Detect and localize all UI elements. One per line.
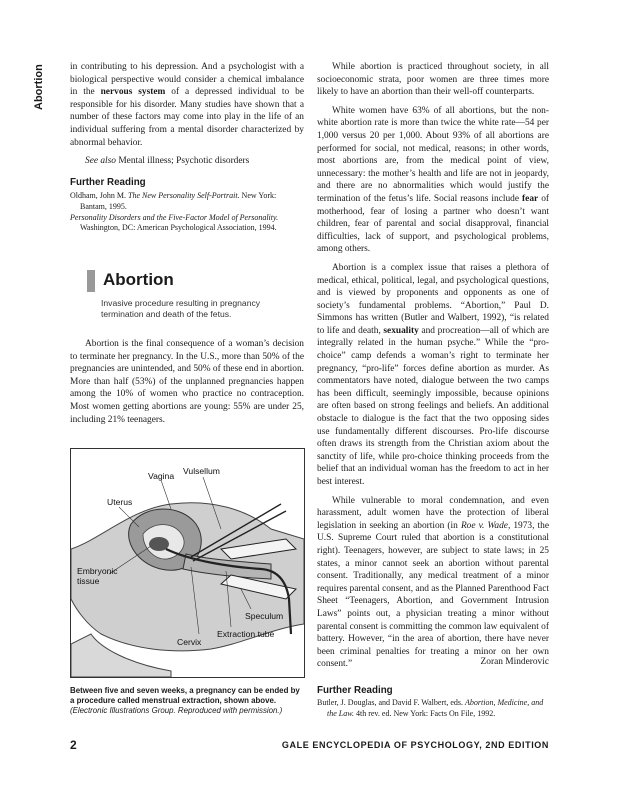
label-vulsellum: Vulsellum <box>183 466 220 476</box>
term-nervous-system[interactable]: nervous system <box>100 87 166 98</box>
page-number: 2 <box>70 738 77 752</box>
label-uterus: Uterus <box>107 497 133 507</box>
right-column <box>317 61 549 671</box>
label-embryonic-tissue: Embryonic tissue <box>77 566 118 586</box>
label-speculum: Speculum <box>245 611 284 621</box>
left-column-top <box>70 61 304 234</box>
right-further-reading-heading: Further Reading <box>317 685 393 696</box>
right-paragraph-2: White women have 63% of all abortions, but the non-white abortion rate is more than twice the white rate—54 per 1,000 versus 20 per 1,000. About 93% of all abortions are performed for social, not medical, reasons; in other words, most abortions are, from the medical point of view, unnecessary: the mother’s health and life are not in jeopardy, and there are no abnormalities which would justify the termination of the fetus’s life. Social reasons include fear of motherhood, fear of losing a partner who doesn’t want children, fear of parental and social disapproval, financial difficulties, lack of support, and psychological problems, among others. <box>317 105 550 255</box>
entry-definition: Invasive procedure resulting in pregnancy termination and death of the fetus. <box>101 298 261 320</box>
term-sexuality[interactable]: sexuality <box>383 325 419 336</box>
label-cervix: Cervix <box>177 637 202 647</box>
right-paragraph-4: While vulnerable to moral condemnation, and even harassment, adult women have the protection of liberal legislation in seeking an abortion (in Roe v. Wade, 1973, the U.S. Supreme Court ruled that abortion is a constitutional right). Teenagers, however, are subject to state laws; in 25 states, a minor cannot seek an abortion without parental consent. Traditionally, any medical treatment of a minor requires parental consent, and as the Planned Parenthood Fact Sheet “Teenagers, Abortion, and Government Intrusion Laws” points out, a physician treating a minor without parental consent is committing the common law equivalent of battery. However, “in the area of abortion, there have never been criminal penalties for treating a minor on her own consent.” <box>317 495 549 670</box>
entry-title: Abortion <box>103 270 174 289</box>
figure-illustration <box>70 448 305 678</box>
entry-intro: Abortion is the final consequence of a woman’s decision to terminate her pregnancy. In the U.S., more than 50% of the pregnancies are unintended, and 50% of these end in abortion. More than half (53%) of the unplanned pregnancies happen among the 10% of women who practice no contraception. Most women getting abortions are young: 55% are under 25, including 21% teenagers. <box>70 339 304 425</box>
right-further-reading <box>317 685 549 719</box>
right-paragraph-3: Abortion is a complex issue that raises a plethora of medical, ethical, political, legal, and psychological questions, and is viewed by proponents and opponents as one of society’s fundamental problems. “Abortion,” Paul D. Simmons has written (Butler and Walbert, 1992), “is related to life and death, sexuality and procreation—all of which are integrally related in the human psyche.” While the “pro-choice” camp defends a woman’s right to terminate her pregnancy, “pro-life” forces define abortion as murder. As commentators have noted, dialogue between the two camps has been difficult, seemingly impossible, because opinions are often based on strong feelings and beliefs. An additional obstacle to dialogue is the fact that the two opposing sides use fundamentally different discourses. Pro-life discourse often draws its strength from the Christian axiom about the sanctity of life, while pro-choice thinking proceeds from the belief that an individual woman has the freedom to act in her best interest. <box>317 262 549 487</box>
label-vagina: Vagina <box>148 471 175 481</box>
embryonic-tissue-shape <box>149 537 169 551</box>
term-fear[interactable]: fear <box>522 193 539 204</box>
side-tab-label: Abortion <box>33 64 45 110</box>
reference-1: Oldham, John M. The New Personality Self-Portrait. New York: Bantam, 1995. <box>70 191 277 211</box>
author-signature: Zoran Minderovic <box>480 657 549 667</box>
left-paragraph-1: in contributing to his depression. And a psychologist with a biological perspective would consider a chemical imbalance in the nervous system of a depressed individual to be responsible for his disorder. Many studies have shown that a number of these factors may come into play in the life of an individual suffering from a mental disorder characterized by abnormal behavior. <box>70 62 304 148</box>
see-also: See also Mental illness; Psychotic disorders <box>85 156 250 167</box>
right-reference: Butler, J. Douglas, and David F. Walbert, eds. Abortion, Medicine, and the Law. 4th rev. ed. New York: Facts On File, 1992. <box>317 698 544 718</box>
side-tab <box>33 62 49 112</box>
further-reading-heading: Further Reading <box>70 176 146 188</box>
reference-2: Personality Disorders and the Five-Factor Model of Personality. Washington, DC: American Psychological Association, 1994. <box>70 212 279 233</box>
label-extraction-tube: Extraction tube <box>217 629 275 639</box>
figure-caption: Between five and seven weeks, a pregnancy can be ended by a procedure called menstrual extraction, shown above. (Electronic Illustrations Group. Reproduced with permission.) <box>70 686 300 716</box>
book-title: GALE ENCYCLOPEDIA OF PSYCHOLOGY, 2ND EDITION <box>281 740 549 750</box>
entry-title-block <box>87 270 319 292</box>
right-paragraph-1: While abortion is practiced throughout society, in all socioeconomic strata, poor women are three times more likely to have an abortion than their well-off counterparts. <box>317 62 549 98</box>
